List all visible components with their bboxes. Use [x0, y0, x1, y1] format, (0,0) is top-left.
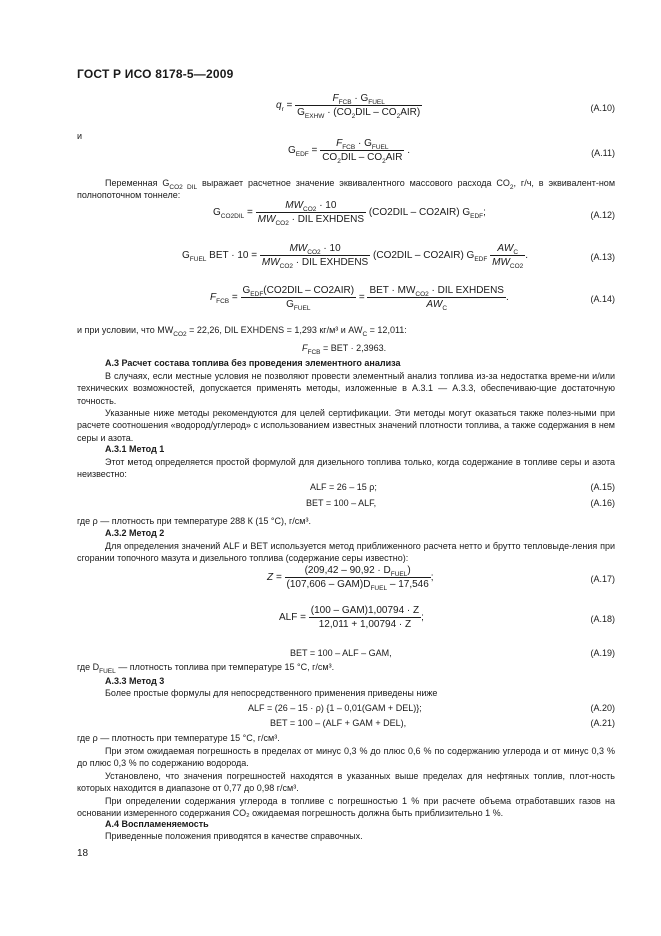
fraction: $\frac{(209,42 - 90,92 \cdot D_{FUEL})}{(107,606 - GAM)D_{FUEL} - 17,546}$	[286, 565, 429, 592]
paragraph-gco2: Переменная $G_{CO2}$ $_{DIL}$ выражает расчетное значение эквивалентного массового расхода $CO_2$, г/ч, в эквивалент-ном полнопоточном тоннеле:	[77, 178, 616, 201]
equation-a10: $q_r$ = $\frac{F_{FCB} \cdot G_{FUEL}}{G_{EXHW} \cdot (CO_2DIL - CO_2AIR)}$	[276, 93, 421, 120]
equation-a21: BET = 100 – (ALF + GAM + DEL),	[270, 718, 407, 728]
section-heading-a33: А.3.3 Метод 3	[105, 676, 165, 686]
equation-number: (A.13)	[590, 252, 615, 262]
equation-number: (A.10)	[590, 103, 615, 113]
page-number: 18	[77, 848, 89, 859]
equation-number: (A.15)	[590, 482, 615, 492]
section-heading-a32: А.3.2 Метод 2	[105, 528, 165, 538]
fraction: $\frac{F_{FCB} \cdot G_{FUEL}}{CO_2DIL - CO_2AIR}$	[322, 138, 403, 165]
equation-number: (A.12)	[590, 210, 615, 220]
paragraph: Приведенные положения приводятся в качестве справочных.	[105, 831, 363, 841]
equation-fcb: $F_{FCB}$ = BET · 2,3963.	[302, 343, 387, 356]
equation-number: (A.11)	[591, 148, 615, 158]
condition-line: и при условии, что $MW_{CO2} = 22,26$, DIL EXHDENS = 1,293 кг/м³ и $AW_C = 12,011$:	[77, 325, 407, 338]
equation-number: (A.17)	[590, 574, 615, 584]
equation-a14: $F_{FCB}$ = $\frac{G_{EDF}(CO2DIL - CO2AIR)}{G_{FUEL}}$ = $\frac{BET \cdot MW_{CO2} \cdot DIL EXHDENS}{AW_C}$ .	[210, 285, 509, 312]
paragraph: В случаях, если местные условия не позволяют провести элементный анализ топлива из-за недостатка време-ни и/или технических возможностей, допускается применять методы, изложенные в А.3.1 — А.3.3, обеспечиваю-щие достаточную точность.	[77, 371, 615, 406]
fraction: $\frac{\text{(100 – GAM)1,00794 · Z}}{12,011 + 1,00794 \cdot Z}$	[310, 605, 420, 630]
equation-a13: $G_{FUEL}$ BET · 10 = $\frac{MW_{CO2} \cdot 10}{MW_{CO2} \cdot DIL EXHDENS}$ (CO2DIL – CO2AIR) $G_{EDF}$ $\frac{AW_C}{MW_{CO2}}$ .	[182, 243, 529, 270]
definition-line: где ρ — плотность при температуре 15 °С, г/см³.	[77, 733, 280, 743]
definition-line: где $D_{FUEL}$ — плотность топлива при температуре 15 °С, г/см³.	[77, 662, 335, 675]
equation-number: (A.19)	[590, 648, 615, 658]
fraction: $\frac{AW_C}{MW_{CO2}}$	[492, 243, 524, 270]
paragraph: Установлено, что значения погрешностей находятся в указанных выше пределах для нефтяных топлив, плот-ность которых находится в диапазоне от 0,77 до 0,98 г/см³.	[77, 771, 615, 794]
section-heading-a4: А.4 Воспламеняемость	[105, 819, 209, 829]
document-header: ГОСТ Р ИСО 8178-5—2009	[77, 67, 234, 81]
equation-a16: BET = 100 – ALF,	[306, 498, 377, 508]
equation-a15: ALF = 26 – 15 ρ;	[310, 482, 377, 492]
paragraph: Указанные ниже методы рекомендуются для целей сертификации. Эти методы могут оказаться также полез-ными при расчете соотношения «водород/углерод» с использованием известных значений плотности топлива, а также содержания в нем серы и азота.	[77, 408, 615, 443]
equation-number: (A.14)	[590, 294, 615, 304]
paragraph: При определении содержания углерода в топливе с погрешностью 1 % при расчете объема отработавших газов на основании измеренного содержания CO₂ ожидаемая погрешность должна быть приблизительно 1 %.	[77, 796, 615, 819]
section-heading-a31: А.3.1 Метод 1	[105, 444, 165, 454]
equation-number: (A.18)	[590, 614, 615, 624]
fraction: $\frac{BET \cdot MW_{CO2} \cdot DIL EXHDENS}{AW_C}$	[369, 285, 504, 312]
equation-a19: BET = 100 – ALF – GAM,	[290, 648, 392, 658]
equation-a20: ALF = (26 – 15 · ρ) {1 – 0,01(GAM + DEL)};	[248, 703, 422, 713]
paragraph: При этом ожидаемая погрешность в пределах от минус 0,3 % до плюс 0,6 % по содержанию углерода и от минус 0,3 % до плюс 0,3 % по содержанию водорода.	[77, 746, 615, 769]
equation-number: (A.20)	[590, 703, 615, 713]
section-heading-a3: А.3 Расчет состава топлива без проведения элементного анализа	[105, 358, 401, 368]
paragraph: Для определения значений ALF и BET используется метод приближенного расчета нетто и брутто тепловыде-ления при сгорании топочного мазута и дизельного топлива (содержание серы известно):	[77, 541, 615, 564]
definition-line: где ρ — плотность при температуре 288 К (15 °С), г/см³.	[77, 516, 311, 526]
paragraph: Более простые формулы для непосредственного применения приведены ниже	[105, 688, 438, 698]
equation-a18: ALF = $\frac{\text{(100 – GAM)1,00794 · Z}}{12,011 + 1,00794 \cdot Z}$ ;	[279, 605, 424, 630]
equation-number: (A.21)	[590, 718, 615, 728]
equation-a17: Z = $\frac{(209,42 - 90,92 \cdot D_{FUEL})}{(107,606 - GAM)D_{FUEL} - 17,546}$ ;	[267, 565, 434, 592]
equation-a12: $G_{CO2DIL}$ = $\frac{MW_{CO2} \cdot 10}{MW_{CO2} \cdot DIL EXHDENS}$ (CO2DIL – CO2AIR) $G_{EDF}$;	[213, 200, 486, 227]
equation-a11: $G_{EDF}$ = $\frac{F_{FCB} \cdot G_{FUEL}}{CO_2DIL - CO_2AIR}$ .	[288, 138, 410, 165]
fraction: $\frac{MW_{CO2} \cdot 10}{MW_{CO2} \cdot DIL EXHDENS}$	[261, 243, 369, 270]
conjunction-text: и	[77, 131, 83, 141]
fraction: $\frac{F_{FCB} \cdot G_{FUEL}}{G_{EXHW} \cdot (CO_2DIL - CO_2AIR)}$	[297, 93, 421, 120]
paragraph: Этот метод определяется простой формулой для дизельного топлива только, когда содержание в топливе серы и азота неизвестно:	[77, 457, 615, 480]
equation-number: (A.16)	[590, 498, 615, 508]
fraction: $\frac{G_{EDF}(CO2DIL - CO2AIR)}{G_{FUEL}}$	[242, 285, 355, 312]
fraction: $\frac{MW_{CO2} \cdot 10}{MW_{CO2} \cdot DIL EXHDENS}$	[257, 200, 365, 227]
